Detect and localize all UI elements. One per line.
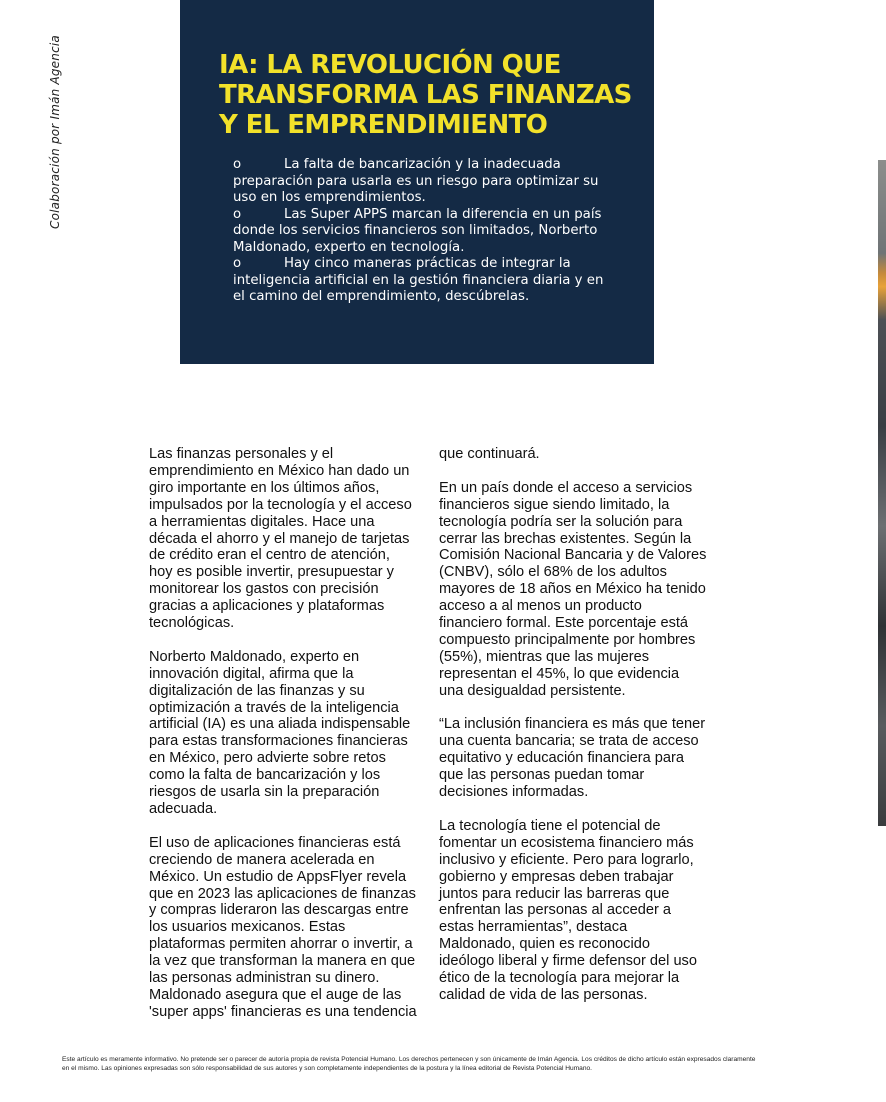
body-paragraph: que continuará. xyxy=(439,446,540,462)
bullet-marker: o xyxy=(233,157,242,172)
title-line-3: Y EL EMPRENDIMIENTO xyxy=(219,110,548,140)
disclaimer: Este artículo es meramente informativo. No pretende ser o parecer de autoría propia de revista Potencial Humano. Los derechos pertenecen y son únicamente de Imán Agencia. Los créditos de dicho artículo están expresados claramente en el mismo. Las opiniones expresadas son sólo responsabilidad de sus autores y son completamente independientes de la postura y la línea editorial de Revista Potencial Humano. xyxy=(62,1056,756,1072)
body-paragraph: Norberto Maldonado, experto en innovación digital, afirma que la digitalización de las finanzas y su optimización a través de la inteligencia artificial (IA) es una aliada indispensable para estas transformaciones financieras en México, pero advierte sobre retos como la falta de bancarización y los riesgos de usarla sin la preparación adecuada. xyxy=(149,648,411,818)
bullet-marker: o xyxy=(233,206,242,222)
body-paragraph: Las finanzas personales y el emprendimiento en México han dado un giro importante en los últimos años, impulsados por la tecnología y el acceso a herramientas digitales. Hace una década el ahorro y el manejo de tarjetas de crédito eran el centro de atención, hoy es posible invertir, presupuestar y monitorear los gastos con precisión gracias a aplicaciones y plataformas tecnológicas. xyxy=(149,446,412,632)
title-line-1: IA: LA REVOLUCIÓN QUE xyxy=(219,50,561,80)
bullet-marker: o xyxy=(233,256,242,271)
body-column-left xyxy=(149,446,417,1038)
photo-edge xyxy=(878,160,886,826)
body-quote: “La inclusión financiera es más que tener una cuenta bancaria; se trata de acceso equitativo y educación financiera para que las personas puedan tomar decisiones informadas. xyxy=(439,716,706,801)
side-credit: Colaboración por Imán Agencia xyxy=(48,35,62,229)
summary-bullet xyxy=(233,207,613,257)
summary-bullets xyxy=(233,157,613,306)
bullet-text: Hay cinco maneras prácticas de integrar la inteligencia artificial en la gestión financiera diaria y en el camino del emprendimiento, descúbrelas. xyxy=(233,256,604,304)
title-line-2: TRANSFORMA LAS FINANZAS xyxy=(219,80,632,110)
hero-box xyxy=(180,0,654,364)
article-title xyxy=(219,50,649,140)
summary-bullet xyxy=(233,157,613,207)
bullet-text: Las Super APPS marcan la diferencia en un país donde los servicios financieros son limitados, Norberto Maldonado, experto en tecnología. xyxy=(233,206,602,255)
body-paragraph: El uso de aplicaciones financieras está creciendo de manera acelerada en México. Un estudio de AppsFlyer revela que en 2023 las aplicaciones de finanzas y compras lideraron las descargas entre los usuarios mexicanos. Estas plataformas permiten ahorrar o invertir, a la vez que transforman la manera en que las personas administran su dinero. Maldonado asegura que el auge de las 'super apps' financieras es una tendencia xyxy=(149,834,417,1020)
summary-bullet xyxy=(233,256,613,306)
body-column-right xyxy=(439,446,707,1021)
body-paragraph: En un país donde el acceso a servicios financieros sigue siendo limitado, la tecnología podría ser la solución para cerrar las brechas existentes. Según la Comisión Nacional Bancaria y de Valores (CNBV), sólo el 68% de los adultos mayores de 18 años en México ha tenido acceso a al menos un producto financiero formal. Este porcentaje está compuesto principalmente por hombres (55%), mientras que las mujeres representan el 45%, lo que evidencia una desigualdad persistente. xyxy=(439,479,707,699)
bullet-text: La falta de bancarización y la inadecuada preparación para usarla es un riesgo para optimizar su uso en los emprendimientos. xyxy=(233,157,599,205)
body-paragraph: La tecnología tiene el potencial de fomentar un ecosistema financiero más inclusivo y eficiente. Pero para lograrlo, gobierno y empresas deben trabajar juntos para reducir las barreras que enfrentan las personas al acceder a estas herramientas”, destaca Maldonado, quien es reconocido ideólogo liberal y firme defensor del uso ético de la tecnología para mejorar la calidad de vida de las personas. xyxy=(439,817,697,1003)
